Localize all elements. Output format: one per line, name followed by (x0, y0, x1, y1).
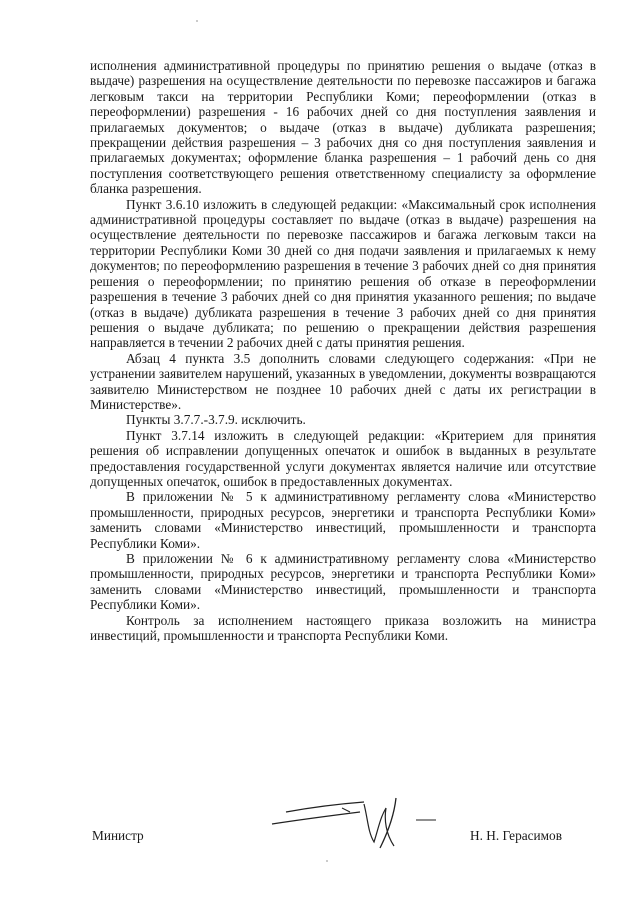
signatory-title: Министр (92, 828, 144, 843)
paragraph-appendix-6: В приложении № 6 к административному регламенту слова «Министерство промышленности, природных ресурсов, энергетики и транспорта Республики Коми» заменить словами «Министерство инвестиций, промышленности и транспорта Республики Коми». (90, 551, 596, 613)
scan-speck (326, 860, 328, 862)
scan-speck (196, 20, 198, 22)
paragraph-3-6-10: Пункт 3.6.10 изложить в следующей редакции: «Максимальный срок исполнения административной процедуры составляет по выдаче (отказ в выдаче) разрешения на осуществление деятельности по перевозке пассажиров и багажа легковым такси на территории Республики Коми 30 дней со дня подачи заявления и прилагаемых к нему документов; по переоформлению разрешения в течение 3 рабочих дней со дня принятия решения о переоформлении; по принятию решения об отказе в переоформлении разрешения в течение 3 рабочих дней со дня принятия указанного решения; по выдаче (отказ в выдаче) дубликата разрешения в течение 3 рабочих дней со дня принятия решения о выдаче дубликата; по решению о прекращении действия разрешения направляется в течении 2 рабочих дней с даты принятия решения. (90, 196, 596, 351)
handwritten-signature (268, 790, 448, 850)
paragraph-3-5: Абзац 4 пункта 3.5 дополнить словами следующего содержания: «При не устранении заявителем нарушений, указанных в уведомлении, документы возвращаются заявителю Министерством не позднее 10 рабочих дней с даты их регистрации в Министерстве». (90, 350, 596, 412)
paragraph-control: Контроль за исполнением настоящего приказа возложить на министра инвестиций, промышленности и транспорта Республики Коми. (90, 612, 596, 644)
paragraph-3-7-14: Пункт 3.7.14 изложить в следующей редакции: «Критерием для принятия решения об исправлении допущенных опечаток и ошибок в выданных в результате предоставления государственной услуги документах является наличие или отсутствие допущенных опечаток, ошибок в предоставленных документах. (90, 427, 596, 489)
paragraph-3-7-7: Пункты 3.7.7.-3.7.9. исключить. (126, 412, 306, 428)
paragraph-continuation: исполнения административной процедуры по принятию решения о выдаче (отказ в выдаче) разрешения на осуществление деятельности по перевозке пассажиров и багажа легковым такси на территории Республики Коми; переоформлении (отказ в переоформлении) разрешения - 16 рабочих дней со дня поступления заявления и прилагаемых документов; о выдаче (отказ в выдаче) дубликата разрешения; прекращении действия разрешения – 3 рабочих дня со дня поступления заявления и прилагаемых документах; оформление бланка разрешения – 1 рабочий день со дня поступления соответствующего решения ответственному специалисту за оформление бланка разрешения. (90, 58, 596, 197)
document-body (90, 58, 596, 643)
signatory-name: Н. Н. Герасимов (470, 828, 562, 843)
paragraph-appendix-5: В приложении № 5 к административному регламенту слова «Министерство промышленности, природных ресурсов, энергетики и транспорта Республики Коми» заменить словами «Министерство инвестиций, промышленности и транспорта Республики Коми». (90, 489, 596, 551)
